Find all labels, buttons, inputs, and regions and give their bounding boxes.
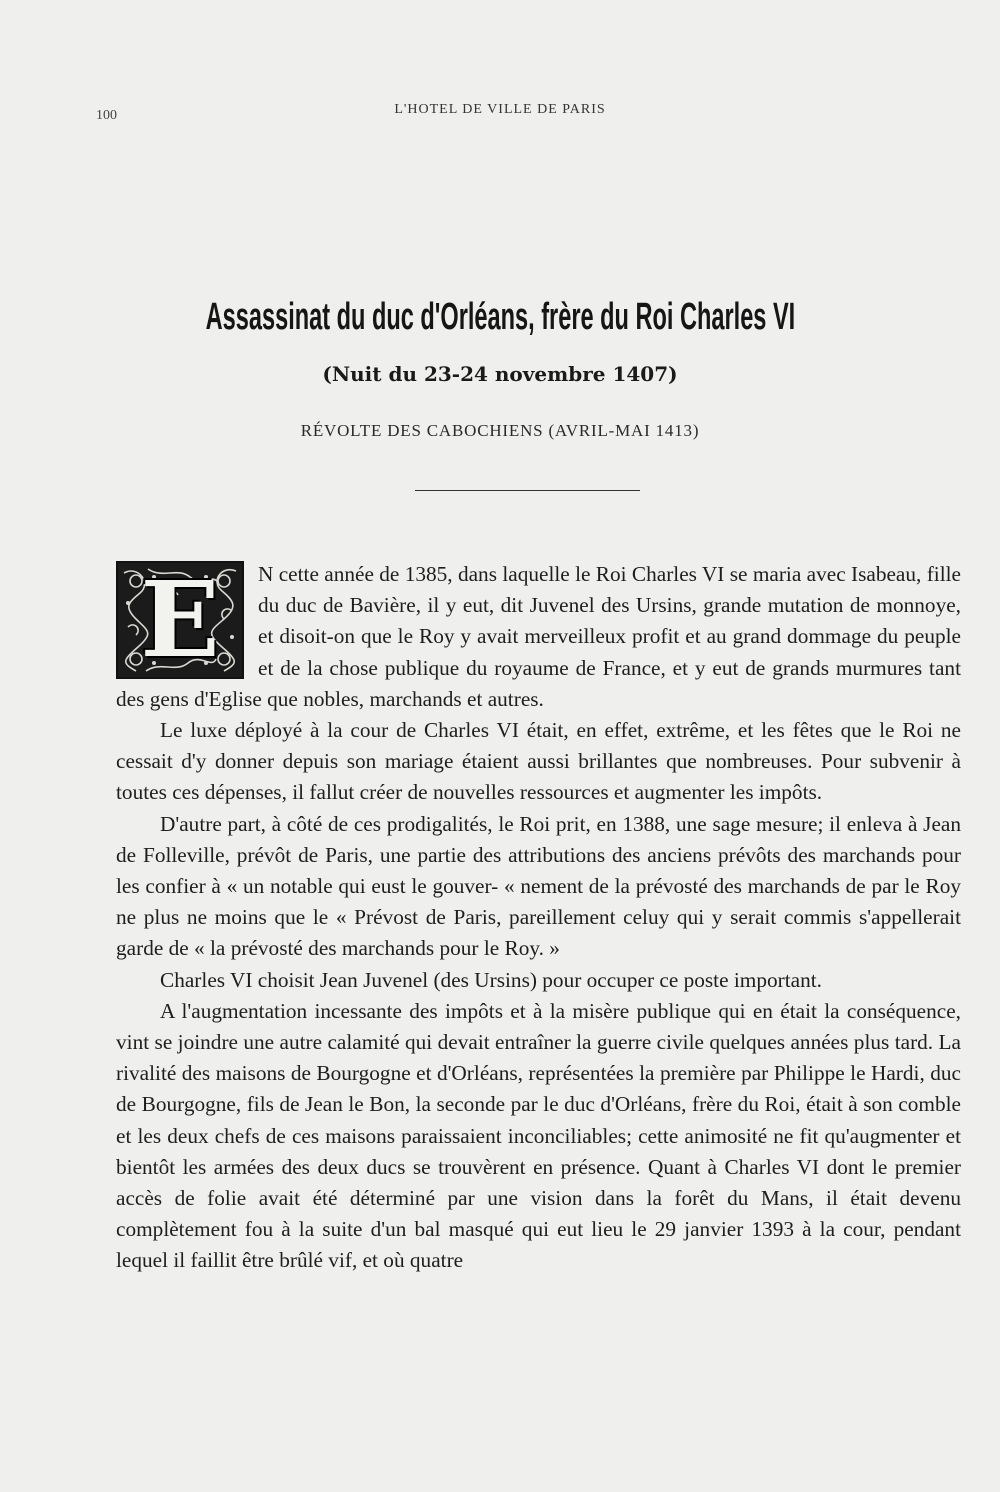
body-text [116,559,961,1277]
dropcap-letter: E [140,561,220,679]
page-number: 100 [96,108,117,123]
section-divider [415,490,640,491]
chapter-title-text: Assassinat du duc d'Orléans, frère du Roi Charles VI [205,296,795,338]
running-title: L'HOTEL DE VILLE DE PARIS [394,102,606,117]
chapter-subheading: RÉVOLTE DES CABOCHIENS (AVRIL-MAI 1413) [300,421,700,440]
paragraph-3: D'autre part, à côté de ces prodigalités, le Roi prit, en 1388, une sage mesure; il enleva à Jean de Folleville, prévôt de Paris, une partie des attributions des anciens prévôts des marchands pour les confier à « un notable qui eust le gouver- « nement de la prévosté des marchands de par le Roy ne plus ne moins que le « Prévost de Paris, pareillement celuy qui y serait commis s'appellerait garde de « la prévosté des marchands pour le Roy. » [116,811,961,961]
ornamental-dropcap [116,561,244,679]
chapter-title [0,282,1000,352]
paragraph-5: A l'augmentation incessante des impôts et à la misère publique qui en était la conséquence, vint se joindre une autre calamité qui devait entraîner la guerre civile quelques années plus tard. La rivalité des maisons de Bourgogne et d'Orléans, représentées la première par Philippe le Hardi, duc de Bourgogne, fils de Jean le Bon, la seconde par le duc d'Orléans, frère du Roi, était à son comble et les deux chefs de ces maisons paraissaient inconciliables; cette animosité ne fit qu'augmenter et bientôt les armées des deux ducs se trouvèrent en présence. Quant à Charles VI dont le premier accès de folie avait été déterminé par une vision dans la forêt du Mans, il était devenu complètement fou à la suite d'un bal masqué qui eut lieu le 29 janvier 1393 à la cour, pendant lequel il faillit être brûlé vif, et où quatre [116,998,961,1273]
paragraph-4: Charles VI choisit Jean Juvenel (des Ursins) pour occuper ce poste important. [160,967,823,992]
paragraph-2: Le luxe déployé à la cour de Charles VI était, en effet, extrême, et les fêtes que le Roi ne cessait d'y donner depuis son mariage étaient aussi brillantes que nombreuses. Pour subvenir à toutes ces dépenses, il fallut créer de nouvelles ressources et augmenter les impôts. [116,718,961,805]
paragraph-1: N cette année de 1385, dans laquelle le Roi Charles VI se maria avec Isabeau, fille du duc de Bavière, il y eut, dit Juvenel des Ursins, grande mutation de monnoye, et disoit-on que le Roy y avait merveilleux profit et au grand dommage du peuple et de la chose publique du royaume de France, et y eut de grands murmures tant des gens d'Eglise que nobles, marchands et autres. [116,562,961,711]
chapter-subtitle: (Nuit du 23-24 novembre 1407) [322,362,678,386]
